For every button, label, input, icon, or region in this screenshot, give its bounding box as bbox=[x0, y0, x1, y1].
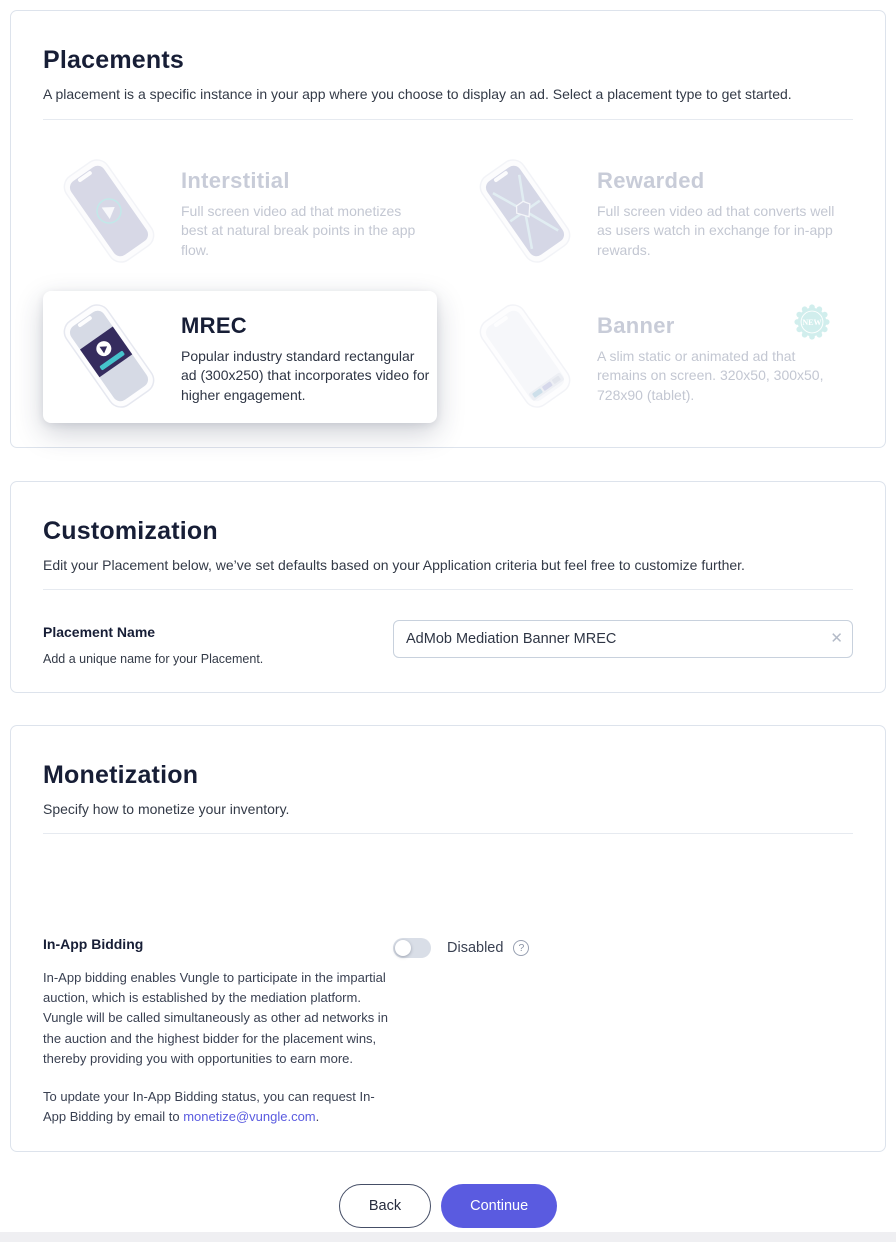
back-button[interactable]: Back bbox=[339, 1184, 431, 1228]
new-badge-text: NEW bbox=[802, 317, 822, 327]
customization-title: Customization bbox=[43, 516, 218, 545]
option-desc-rewarded: Full screen video ad that converts well as users watch in exchange for in-app rewards. bbox=[597, 202, 835, 259]
placement-option-banner[interactable] bbox=[459, 291, 853, 423]
placement-name-input[interactable] bbox=[393, 620, 853, 658]
in-app-bidding-toggle[interactable] bbox=[393, 938, 431, 958]
monetization-subtitle: Specify how to monetize your inventory. bbox=[43, 800, 290, 817]
placements-title: Placements bbox=[43, 46, 184, 74]
banner-phone-icon bbox=[465, 301, 585, 411]
customization-card bbox=[10, 481, 886, 693]
new-badge bbox=[793, 303, 831, 341]
option-desc-interstitial: Full screen video ad that monetizes best at natural break points in the app flow. bbox=[181, 202, 416, 259]
note-text-before: To update your In-App Bidding status, you can request In-App Bidding by email to bbox=[43, 1088, 375, 1125]
monetize-email-link[interactable]: monetize@vungle.com bbox=[183, 1109, 316, 1125]
option-title-mrec: MREC bbox=[181, 312, 247, 338]
continue-button[interactable]: Continue bbox=[441, 1184, 557, 1228]
option-desc-banner: A slim static or animated ad that remains on screen. 320x50, 300x50, 728x90 (tablet). bbox=[597, 347, 824, 404]
monetization-title: Monetization bbox=[43, 760, 199, 789]
monetization-card bbox=[10, 725, 886, 1153]
help-icon[interactable]: ? bbox=[513, 940, 529, 956]
in-app-bidding-status: Disabled bbox=[447, 940, 504, 957]
rewarded-phone-icon bbox=[465, 156, 585, 266]
option-desc-mrec: Popular industry standard rectangular ad (300x250) that incorporates video for higher engagement. bbox=[181, 347, 430, 404]
divider bbox=[43, 589, 853, 590]
clear-input-icon[interactable]: ✕ bbox=[830, 630, 843, 648]
note-text-after: . bbox=[315, 1109, 320, 1125]
option-title-banner: Banner bbox=[597, 312, 675, 338]
placement-name-helper: Add a unique name for your Placement. bbox=[43, 652, 264, 667]
in-app-bidding-note bbox=[43, 1087, 391, 1127]
placements-card bbox=[10, 10, 886, 448]
placement-name-label: Placement Name bbox=[43, 624, 156, 641]
option-title-rewarded: Rewarded bbox=[597, 167, 705, 193]
option-title-interstitial: Interstitial bbox=[181, 167, 290, 193]
placement-option-rewarded[interactable] bbox=[459, 146, 853, 278]
customization-subtitle: Edit your Placement below, we’ve set defaults based on your Application criteria but feel free to customize further. bbox=[43, 556, 745, 573]
toggle-knob bbox=[395, 940, 411, 956]
interstitial-phone-icon bbox=[49, 156, 169, 266]
divider bbox=[43, 833, 853, 834]
placement-option-mrec[interactable] bbox=[43, 291, 437, 423]
placement-options-grid bbox=[43, 146, 853, 423]
bottom-strip bbox=[0, 1232, 896, 1242]
in-app-bidding-label: In-App Bidding bbox=[43, 936, 144, 953]
placement-name-row bbox=[43, 620, 853, 666]
in-app-bidding-row bbox=[43, 936, 853, 1127]
footer-actions bbox=[0, 1184, 896, 1228]
divider bbox=[43, 119, 853, 120]
mrec-phone-icon bbox=[49, 301, 169, 411]
placements-subtitle: A placement is a specific instance in your app where you choose to display an ad. Select a placement type to get started. bbox=[43, 86, 792, 102]
placement-option-interstitial[interactable] bbox=[43, 146, 437, 278]
in-app-bidding-description: In-App bidding enables Vungle to participate in the impartial auction, which is established by the mediation platform. Vungle will be called simultaneously as other ad networks in the auction and the highest bidder for the placement wins, thereby providing you with opportunities to earn more. bbox=[43, 970, 388, 1066]
